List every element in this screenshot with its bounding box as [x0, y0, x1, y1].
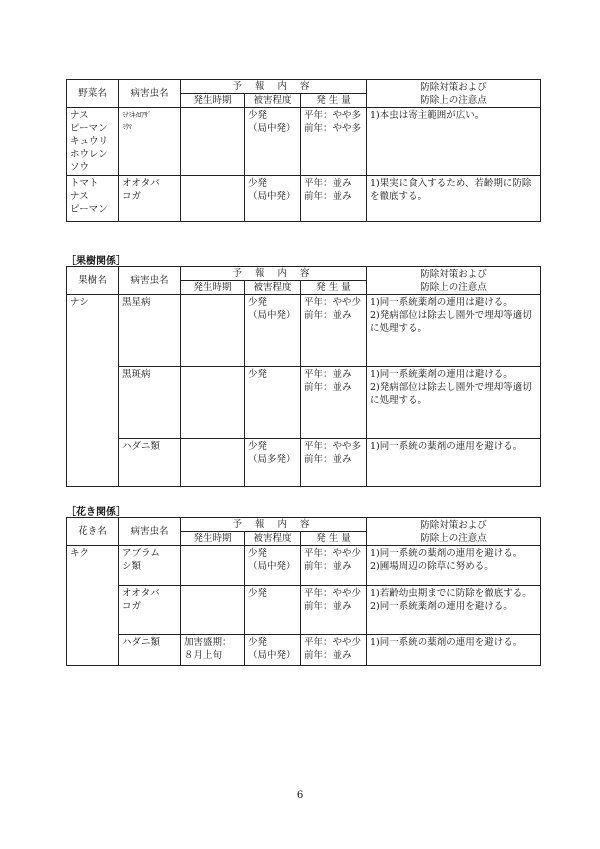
header-notes-line: 防除対策および [420, 268, 487, 280]
amount-value: 平年：やや少 [304, 548, 362, 559]
amount-value: 平年：やや少 [304, 588, 362, 599]
amount-value: 平年：並み [304, 369, 352, 380]
pest-name: ﾐｳﾏ [122, 123, 132, 131]
fruit-pest-table [66, 266, 541, 487]
amount-value: 前年：並み [304, 454, 352, 465]
notes-cell [367, 176, 541, 222]
notes-cell [367, 439, 541, 487]
pest-name: ハダニ類 [122, 637, 161, 648]
header-crop: 野菜名 [67, 80, 119, 108]
degree-value: 少発 [248, 110, 268, 121]
note-text: 1)果実に食入するため、若齢期に防除を徹底する。 [370, 178, 532, 202]
amount-cell [301, 367, 367, 439]
note-text: 2)発病部位は除去し園外で埋却等適切に処理する。 [370, 382, 532, 406]
table-row [67, 176, 541, 222]
header-timing: 発生時期 [181, 532, 245, 546]
notes-cell [367, 367, 541, 439]
header-amount: 発 生 量 [301, 281, 367, 295]
degree-value: （局中発） [248, 191, 296, 202]
notes-cell [367, 295, 541, 367]
crop-cell [67, 295, 119, 487]
timing-value: ８月上旬 [184, 650, 223, 661]
degree-value: （局中発） [248, 650, 296, 661]
note-text: 2)発病部位は除去し園外で埋却等適切に処理する。 [370, 310, 532, 334]
degree-value: （局多発） [248, 454, 296, 465]
degree-value: 少発 [248, 588, 268, 599]
note-text: 1)同一系統の薬剤の連用を避ける。 [370, 637, 523, 648]
note-text: 1)同一系統の薬剤の連用を避ける。 [370, 548, 523, 559]
header-pest: 病害虫名 [119, 267, 181, 295]
timing-cell [181, 586, 245, 635]
header-notes-line: 防除上の注意点 [420, 532, 487, 544]
degree-cell [245, 439, 301, 487]
degree-cell [245, 108, 301, 176]
amount-value: 前年：並み [304, 561, 352, 572]
pest-name: オオタバ [122, 588, 160, 599]
timing-cell [181, 546, 245, 586]
header-notes [367, 518, 541, 546]
header-timing: 発生時期 [181, 281, 245, 295]
note-text: 1)同一系統の薬剤の連用を避ける。 [370, 441, 523, 452]
pest-name: コガ [122, 601, 142, 612]
crop-name: トマト [70, 178, 99, 189]
degree-cell [245, 295, 301, 367]
pest-name: オオタバ [122, 178, 160, 189]
pest-cell [119, 367, 181, 439]
table-row [67, 635, 541, 666]
header-amount: 発 生 量 [301, 532, 367, 546]
amount-value: 前年：並み [304, 191, 352, 202]
pest-name: コガ [122, 191, 142, 202]
header-crop: 花き名 [67, 518, 119, 546]
amount-cell [301, 546, 367, 586]
header-amount: 発 生 量 [301, 94, 367, 108]
degree-value: 少発 [248, 369, 268, 380]
degree-cell [245, 546, 301, 586]
flower-pest-table [66, 517, 541, 666]
header-notes-line: 防除対策および [420, 81, 487, 93]
note-text: 1)若齢幼虫期までに防除を徹底する。 [370, 588, 532, 599]
section-title-flowers: ［花き関係］ [66, 507, 126, 518]
note-text: 2)同一系統薬剤の連用を避ける。 [370, 601, 513, 612]
crop-name: キク [70, 548, 90, 559]
crop-name: ナス [70, 191, 89, 202]
pest-cell [119, 635, 181, 666]
degree-cell [245, 635, 301, 666]
header-forecast: 予 報 内 容 [181, 80, 367, 94]
degree-value: （局中発） [248, 310, 296, 321]
amount-cell [301, 635, 367, 666]
notes-cell [367, 586, 541, 635]
header-degree: 被害程度 [245, 94, 301, 108]
header-notes-line: 防除上の注意点 [420, 281, 487, 293]
pest-cell [119, 439, 181, 487]
amount-value: 平年：並み [304, 178, 352, 189]
timing-cell [181, 295, 245, 367]
notes-cell [367, 546, 541, 586]
vegetable-pest-table [66, 79, 541, 222]
table-row [67, 367, 541, 439]
note-text: 2)圃場周辺の除草に努める。 [370, 561, 494, 572]
amount-cell [301, 586, 367, 635]
amount-value: 前年：並み [304, 382, 352, 393]
amount-cell [301, 108, 367, 176]
crop-name: ナシ [70, 297, 89, 308]
amount-value: 平年：やや少 [304, 297, 362, 308]
degree-value: （局中発） [248, 561, 296, 572]
header-pest: 病害虫名 [119, 518, 181, 546]
pest-name: 黒斑病 [122, 369, 151, 380]
header-forecast: 予 報 内 容 [181, 267, 367, 281]
timing-value: 加害盛期： [184, 637, 232, 648]
notes-cell [367, 635, 541, 666]
section-title-fruit: ［果樹関係］ [66, 256, 126, 267]
amount-value: 前年：並み [304, 310, 352, 321]
header-forecast: 予 報 内 容 [181, 518, 367, 532]
amount-value: 前年：やや多 [304, 123, 362, 134]
degree-cell [245, 367, 301, 439]
degree-cell [245, 176, 301, 222]
degree-value: 少発 [248, 297, 268, 308]
header-notes-line: 防除対策および [420, 519, 487, 531]
table-row [67, 546, 541, 586]
page-number: 6 [296, 790, 304, 801]
pest-cell [119, 295, 181, 367]
amount-value: 平年：やや少 [304, 637, 362, 648]
pest-name: シ類 [122, 561, 142, 572]
timing-cell [181, 176, 245, 222]
amount-value: 平年：やや多 [304, 110, 362, 121]
amount-value: 前年：並み [304, 650, 352, 661]
pest-cell [119, 176, 181, 222]
pest-cell [119, 108, 181, 176]
crop-cell [67, 108, 119, 176]
header-notes-line: 防除上の注意点 [420, 94, 487, 106]
pest-name: ハダニ類 [122, 441, 161, 452]
timing-cell [181, 635, 245, 666]
timing-cell [181, 367, 245, 439]
table-row [67, 586, 541, 635]
timing-cell [181, 439, 245, 487]
header-pest: 病害虫名 [119, 80, 181, 108]
table-row [67, 439, 541, 487]
note-text: 1)同一系統薬剤の連用は避ける。 [370, 297, 513, 308]
crop-name: キュウリ [70, 136, 109, 147]
crop-cell [67, 176, 119, 222]
table-row [67, 295, 541, 367]
pest-name: 黒星病 [122, 297, 151, 308]
table-row [67, 108, 541, 176]
crop-cell [67, 546, 119, 666]
crop-name: ホウレン [70, 149, 108, 160]
degree-value: （局中発） [248, 123, 296, 134]
crop-name: ピーマン [70, 123, 108, 134]
degree-value: 少発 [248, 548, 268, 559]
pest-cell [119, 546, 181, 586]
amount-cell [301, 439, 367, 487]
notes-cell [367, 108, 541, 176]
amount-value: 平年：やや多 [304, 441, 362, 452]
header-notes [367, 267, 541, 295]
header-notes [367, 80, 541, 108]
amount-cell [301, 176, 367, 222]
crop-name: ピーマン [70, 204, 108, 215]
header-timing: 発生時期 [181, 94, 245, 108]
amount-value: 前年：並み [304, 601, 352, 612]
pest-cell [119, 586, 181, 635]
crop-name: ソウ [70, 162, 90, 173]
pest-name: アブラム [122, 548, 160, 559]
note-text: 1)同一系統薬剤の連用は避ける。 [370, 369, 513, 380]
degree-value: 少発 [248, 441, 268, 452]
timing-cell [181, 108, 245, 176]
degree-value: 少発 [248, 637, 268, 648]
amount-cell [301, 295, 367, 367]
degree-value: 少発 [248, 178, 268, 189]
header-degree: 被害程度 [245, 532, 301, 546]
degree-cell [245, 586, 301, 635]
note-text: 1)本虫は寄主範囲が広い。 [370, 110, 485, 121]
header-degree: 被害程度 [245, 281, 301, 295]
pest-name: ﾐﾅﾐｷｲﾛｱｻﾞ [122, 111, 152, 119]
header-crop: 果樹名 [67, 267, 119, 295]
crop-name: ナス [70, 110, 89, 121]
